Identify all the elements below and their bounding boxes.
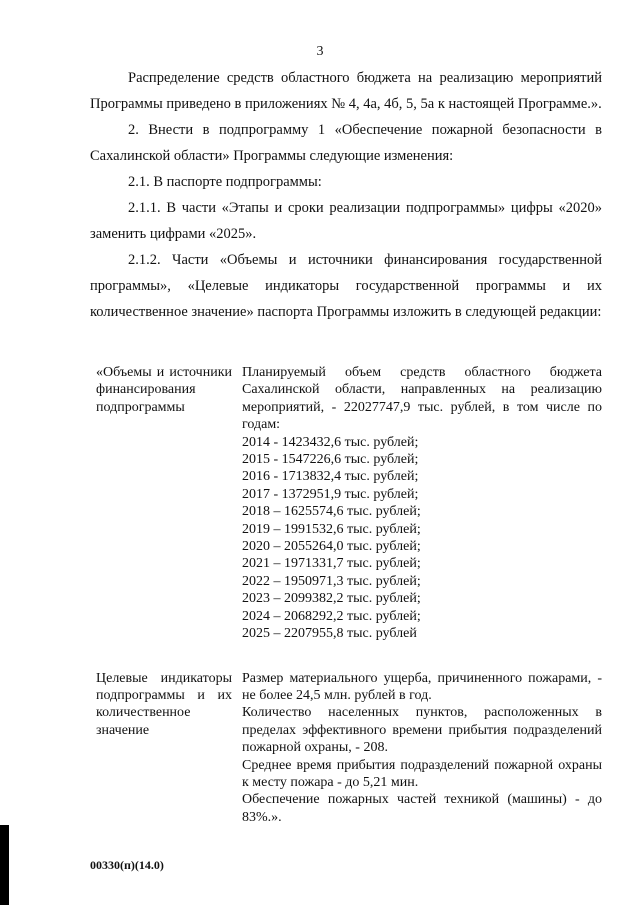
- passport-table: [96, 364, 602, 826]
- indicator-item: Количество населенных пунктов, расположенных в пределах эффективного времени прибытия подразделений пожарной охраны, - 208.: [242, 705, 602, 756]
- paragraph: 2.1.1. В части «Этапы и сроки реализации подпрограммы» цифры «2020» заменить цифрами «2025».: [90, 200, 602, 242]
- page-number: 3: [316, 44, 324, 59]
- indicator-item: Обеспечение пожарных частей техникой (машины) - до 83%.».: [242, 792, 602, 825]
- body-text: [90, 65, 602, 325]
- funding-year-line: 2023 – 2099382,2 тыс. рублей;: [242, 591, 421, 607]
- funding-year-line: 2022 – 1950971,3 тыс. рублей;: [242, 573, 421, 589]
- row-content: [242, 670, 602, 827]
- table-row-indicators: [96, 670, 602, 827]
- paragraph: 2.1.2. Части «Объемы и источники финансирования государственной программы», «Целевые индикаторы государственной программы и их количественное значение» паспорта Программы изложить в следующей редакции:: [90, 252, 602, 320]
- table-row-funding: [96, 364, 602, 643]
- funding-year-line: 2025 – 2207955,8 тыс. рублей: [242, 626, 417, 642]
- funding-year-line: 2015 - 1547226,6 тыс. рублей;: [242, 452, 419, 468]
- funding-year-line: 2021 – 1971331,7 тыс. рублей;: [242, 556, 421, 572]
- funding-intro: Планируемый объем средств областного бюджета Сахалинской области, направленных на реализацию мероприятий, - 22027747,9 тыс. рублей, в том числе по годам:: [242, 365, 602, 433]
- paragraph: 2. Внести в подпрограмму 1 «Обеспечение пожарной безопасности в Сахалинской области» Программы следующие изменения:: [90, 122, 602, 164]
- funding-year-line: 2018 – 1625574,6 тыс. рублей;: [242, 504, 421, 520]
- row-content: [242, 364, 602, 643]
- scan-edge-bar: [0, 825, 9, 905]
- document-code: 00330(п)(14.0): [90, 858, 164, 872]
- funding-year-line: 2016 - 1713832,4 тыс. рублей;: [242, 469, 419, 485]
- paragraph: Распределение средств областного бюджета на реализацию мероприятий Программы приведено в приложениях № 4, 4а, 4б, 5, 5а к настоящей Программе.».: [90, 70, 602, 112]
- row-label: Целевые индикаторы подпрограммы и их количественное значение: [96, 670, 232, 738]
- funding-year-line: 2014 - 1423432,6 тыс. рублей;: [242, 434, 419, 450]
- indicator-item: Размер материального ущерба, причиненного пожарами, - не более 24,5 млн. рублей в год.: [242, 670, 602, 703]
- funding-year-line: 2017 - 1372951,9 тыс. рублей;: [242, 486, 419, 502]
- row-label: «Объемы и источники финансирования подпрограммы: [96, 365, 232, 415]
- indicator-item: Среднее время прибытия подразделений пожарной охраны к месту пожара - до 5,21 мин.: [242, 757, 602, 790]
- funding-year-line: 2024 – 2068292,2 тыс. рублей;: [242, 608, 421, 624]
- paragraph: 2.1. В паспорте подпрограммы:: [128, 174, 322, 190]
- funding-year-line: 2019 – 1991532,6 тыс. рублей;: [242, 521, 421, 537]
- funding-year-line: 2020 – 2055264,0 тыс. рублей;: [242, 539, 421, 555]
